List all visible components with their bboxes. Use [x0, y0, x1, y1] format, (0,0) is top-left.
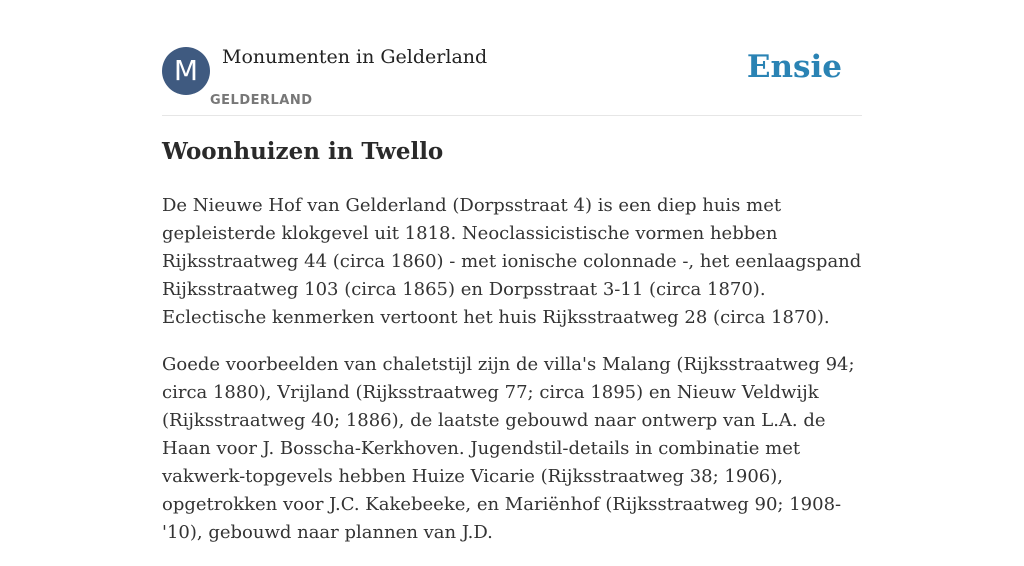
article-title: Woonhuizen in Twello	[162, 138, 444, 165]
article-body	[162, 192, 862, 566]
article-paragraph: Goede voorbeelden van chaletstijl zijn de villa's Malang (Rijksstraatweg 94; circa 1880), Vrijland (Rijksstraatweg 77; circa 1895) en Nieuw Veldwijk (Rijksstraatweg 40; 1886), de laatste gebouwd naar ontwerp van L.A. de Haan voor J. Bosscha-Kerkhoven. Jugendstil-details in combinatie met vakwerk-topgevels hebben Huize Vicarie (Rijksstraatweg 38; 1906), opgetrokken voor J.C. Kakebeeke, en Mariënhof (Rijksstraatweg 90; 1908-'10), gebouwd naar plannen van J.D.	[162, 354, 855, 543]
header	[162, 44, 862, 116]
avatar[interactable]: M	[162, 47, 210, 95]
category-label[interactable]: GELDERLAND	[210, 93, 313, 108]
collection-title[interactable]: Monumenten in Gelderland	[222, 46, 488, 68]
brand-logo[interactable]: Ensie	[746, 49, 842, 85]
article-paragraph: De Nieuwe Hof van Gelderland (Dorpsstraat 4) is een diep huis met gepleisterde klokgevel uit 1818. Neoclassicistische vormen hebben Rijksstraatweg 44 (circa 1860) - met ionische colonnade -, het eenlaagspand Rijksstraatweg 103 (circa 1865) en Dorpsstraat 3-11 (circa 1870). Eclectische kenmerken vertoont het huis Rijksstraatweg 28 (circa 1870).	[162, 195, 862, 328]
